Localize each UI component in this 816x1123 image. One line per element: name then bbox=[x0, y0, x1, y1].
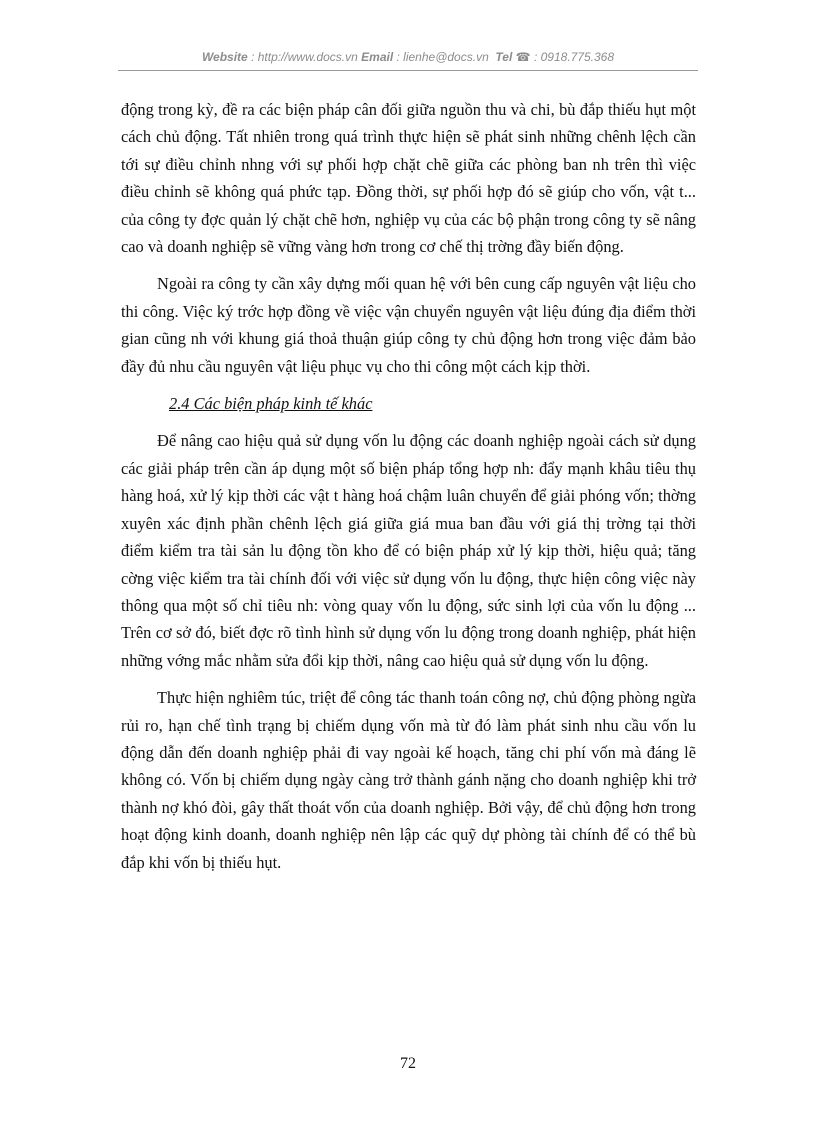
website-label: Website bbox=[201, 50, 248, 64]
paragraph-1: động trong kỳ, đề ra các biện pháp cân đối giữa nguồn thu và chi, bù đắp thiếu hụt một cách chủ động. Tất nhiên trong quá trình thực hiện sẽ phát sinh những chênh lệch cần tới sự điều chỉnh nhng với sự phối hợp chặt chẽ giữa các phòng ban nh trên thì việc điều chỉnh sẽ không quá phức tạp. Đồng thời, sự phối hợp đó sẽ giúp cho vốn, vật t... của công ty đợc quản lý chặt chẽ hơn, nghiệp vụ của các bộ phận trong công ty sẽ nâng cao và doanh nghiệp sẽ vững vàng hơn trong cơ chế thị trờng đầy biến động. bbox=[121, 100, 696, 257]
paragraph-4: Thực hiện nghiêm túc, triệt để công tác thanh toán công nợ, chủ động phòng ngừa rủi ro, hạn chế tình trạng bị chiếm dụng vốn mà từ đó làm phát sinh nhu cầu vốn lu động dẫn đến doanh nghiệp phải đi vay ngoài kế hoạch, tăng chi phí vốn mà đáng lẽ không có. Vốn bị chiếm dụng ngày càng trở thành gánh nặng cho doanh nghiệp khi trở thành nợ khó đòi, gây thất thoát vốn của doanh nghiệp. Bởi vậy, để chủ động hơn trong hoạt động kinh doanh, doanh nghiệp nên lập các quỹ dự phòng tài chính để có thể bù đắp khi vốn bị thiếu hụt. bbox=[121, 688, 696, 872]
email-address[interactable]: lienhe@docs.vn bbox=[403, 50, 489, 64]
website-url[interactable]: http://www.docs.vn bbox=[257, 50, 358, 64]
email-label: Email bbox=[361, 50, 394, 64]
document-body bbox=[121, 96, 696, 886]
page-header bbox=[0, 50, 816, 64]
tel-label: Tel bbox=[495, 50, 513, 64]
section-heading: 2.4 Các biện pháp kinh tế khác bbox=[169, 394, 373, 414]
tel-number: : 0918.775.368 bbox=[530, 50, 615, 64]
paragraph-2: Ngoài ra công ty cần xây dựng mối quan hệ với bên cung cấp nguyên vật liệu cho thi công. Việc ký trớc hợp đồng về việc vận chuyển nguyên vật liệu đúng địa điểm thời gian cũng nh với khung giá thoả thuận giúp công ty chủ động hơn trong việc đảm bảo đầy đủ nhu cầu nguyên vật liệu phục vụ cho thi công một cách kịp thời. bbox=[121, 274, 696, 376]
page-number: 72 bbox=[400, 1055, 416, 1072]
email-separator: : bbox=[393, 50, 404, 64]
paragraph-3: Để nâng cao hiệu quả sử dụng vốn lu động các doanh nghiệp ngoài cách sử dụng các giải pháp trên cần áp dụng một số biện pháp tổng hợp nh: đẩy mạnh khâu tiêu thụ hàng hoá, xử lý kịp thời các vật t hàng hoá chậm luân chuyển để giải phóng vốn; thờng xuyên xác định phần chênh lệch giá giữa giá mua ban đầu với giá thị trờng tại thời điểm kiểm tra tài sản lu động tồn kho để có biện pháp xử lý kịp thời, hiệu quả; tăng cờng việc kiểm tra tài chính đối với việc sử dụng vốn lu động, thực hiện công việc này thông qua một số chỉ tiêu nh: vòng quay vốn lu động, sức sinh lợi của vốn lu động ... Trên cơ sở đó, biết đợc rõ tình hình sử dụng vốn lu động trong doanh nghiệp, phát hiện những vớng mắc nhằm sửa đổi kịp thời, nâng cao hiệu quả sử dụng vốn lu động. bbox=[121, 431, 696, 670]
header-divider bbox=[118, 70, 698, 71]
phone-icon: ☎ bbox=[515, 50, 531, 64]
website-separator: : bbox=[247, 50, 258, 64]
